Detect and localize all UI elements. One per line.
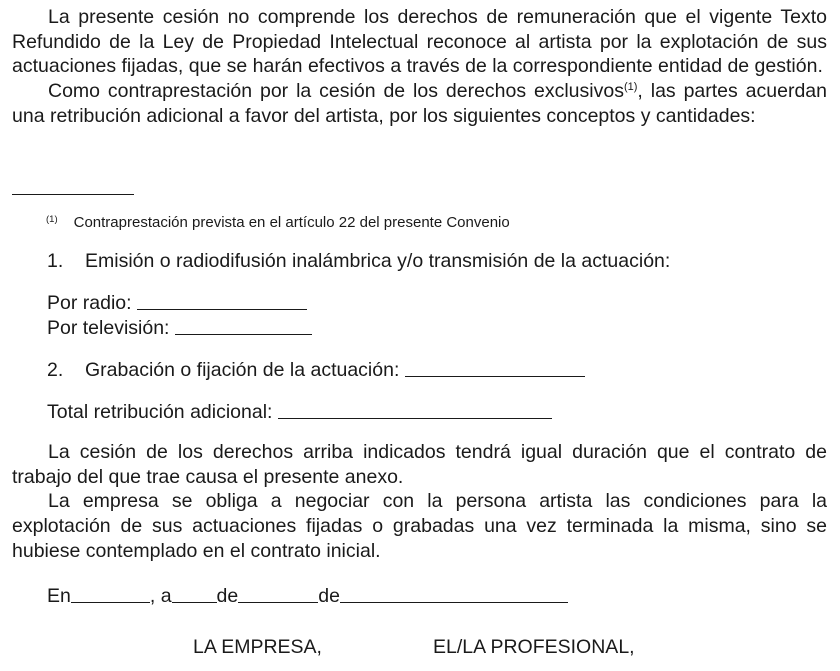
- footnote-mark: (1): [46, 214, 58, 225]
- month-blank[interactable]: [238, 584, 318, 603]
- paragraph-contraprestacion: [12, 79, 827, 128]
- item-1-text: Emisión o radiodifusión inalámbrica y/o transmisión de la actuación:: [85, 250, 671, 272]
- date-a-label: , a: [149, 585, 172, 607]
- place-blank[interactable]: [71, 584, 150, 603]
- document-body: [12, 5, 827, 129]
- total-label: Total retribución adicional:: [47, 401, 273, 423]
- paragraph-duracion: La cesión de los derechos arriba indicados tendrá igual duración que el contrato de trabajo del que trae causa el presente anexo.: [12, 441, 827, 488]
- tv-amount-blank[interactable]: [175, 316, 312, 335]
- item-2-number: 2.: [47, 359, 64, 381]
- item-2-grabacion: [47, 357, 585, 382]
- closing-paragraphs: [12, 440, 827, 564]
- footnote-text: Contraprestación prevista en el artículo 22 del presente Convenio: [73, 214, 510, 231]
- item-2-text: Grabación o fijación de la actuación:: [85, 359, 400, 381]
- item-1-emision: [47, 249, 670, 273]
- grabacion-amount-blank[interactable]: [405, 358, 585, 377]
- date-en-label: En: [47, 585, 71, 607]
- radio-line: [47, 290, 307, 315]
- paragraph-negociacion: La empresa se obliga a negociar con la persona artista las condiciones para la explotación de sus actuaciones fijadas o grabadas una vez terminada la misma, sino se hubiese contemplado en el contrato inicial.: [12, 490, 827, 562]
- day-blank[interactable]: [172, 584, 217, 603]
- date-line: [47, 583, 568, 608]
- radio-amount-blank[interactable]: [137, 291, 307, 310]
- footnote-reference: (1): [623, 81, 638, 94]
- year-blank[interactable]: [340, 584, 568, 603]
- contraprestacion-text-start: Como contraprestación por la cesión de los derechos exclusivos: [48, 80, 624, 103]
- paragraph-remuneracion: La presente cesión no comprende los derechos de remuneración que el vigente Texto Refundido de la Ley de Propiedad Intelectual reconoce al artista por la explotación de sus actuaciones fijadas, que se harán efectivos a través de la correspondiente entidad de gestión.: [12, 6, 827, 78]
- footnote: [46, 210, 510, 233]
- date-de2-label: de: [318, 585, 340, 607]
- total-amount-blank[interactable]: [278, 400, 552, 419]
- total-line: [47, 399, 552, 424]
- tv-line: [47, 315, 312, 340]
- signature-profesional: EL/LA PROFESIONAL,: [433, 636, 635, 658]
- radio-label: Por radio:: [47, 292, 132, 314]
- signature-empresa: LA EMPRESA,: [193, 636, 322, 658]
- tv-label: Por televisión:: [47, 317, 170, 339]
- date-de1-label: de: [216, 585, 239, 607]
- item-1-number: 1.: [47, 250, 64, 272]
- contraprestacion-text-end: , las partes acuerdan una retribución adicional a favor del artista, por los siguientes conceptos y cantidades:: [12, 80, 827, 127]
- footnote-separator: [12, 194, 134, 195]
